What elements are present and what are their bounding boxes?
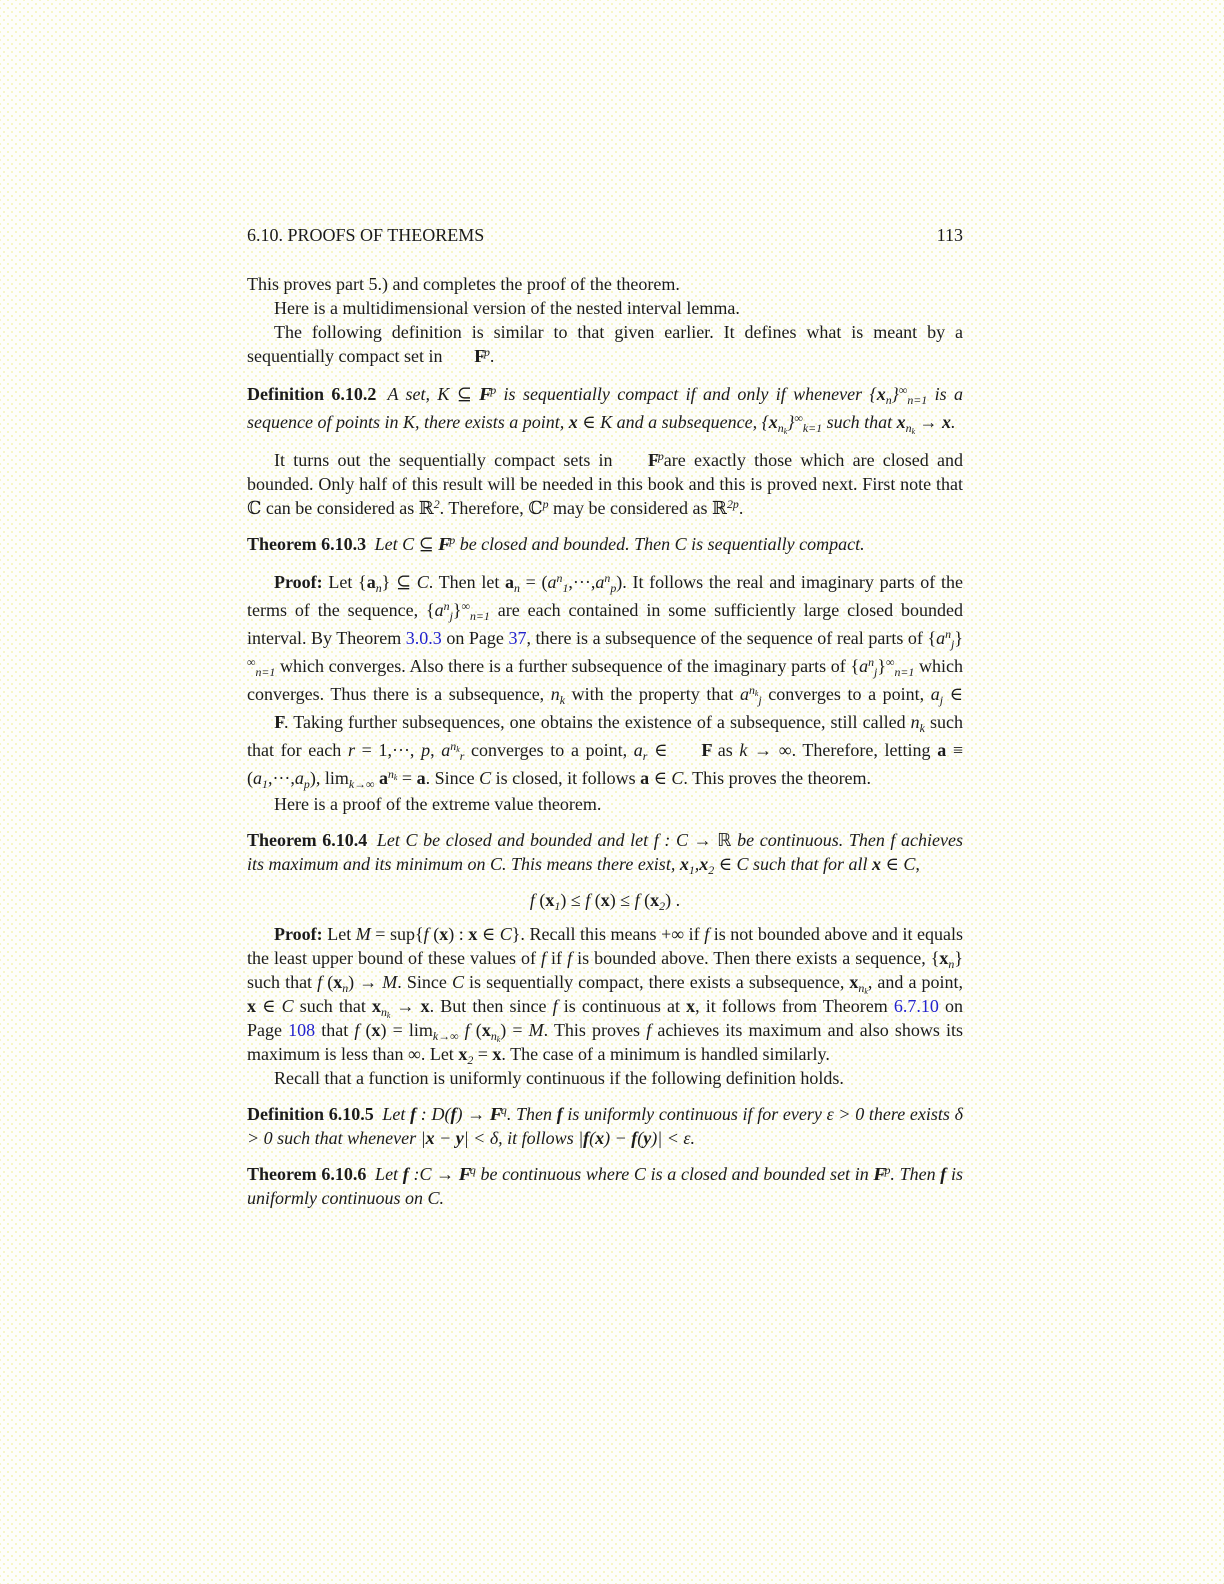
blackboard-F-symbol: F F — [438, 532, 449, 556]
paragraph-extreme-value-intro: Here is a proof of the extreme value theorem. — [274, 794, 602, 814]
blackboard-F-symbol: F F — [459, 1162, 470, 1186]
definition-6-10-2: Definition 6.10.2 A set, K ⊆ F $F^p$ is sequentially compact if and only if whenever $\{x_n\}^\infty_{n=1}$ is a sequence of points in K, there exists a point, x ∈ K and a subsequence, $\{x_{n_k}\}^\infty_{k=1}$ such that $x_{n_k} \to x$. — [247, 380, 963, 436]
cross-reference-link[interactable]: 3.0.3 — [405, 628, 442, 648]
statement-label: Theorem 6.10.4 — [247, 830, 368, 850]
document-body — [247, 272, 963, 1210]
blackboard-F-symbol: F F — [621, 448, 658, 472]
blackboard-F-symbol: F F — [873, 1162, 884, 1186]
paragraph-proof-completion: This proves part 5.) and completes the proof of the theorem. — [247, 274, 680, 294]
statement-label: Theorem 6.10.3 — [247, 534, 367, 554]
section-title: 6.10. PROOFS OF THEOREMS — [247, 225, 485, 245]
cross-reference-link[interactable]: 108 — [288, 1020, 316, 1040]
page-number: 113 — [936, 225, 963, 245]
statement-label: Definition 6.10.5 — [247, 1104, 374, 1124]
blackboard-F-symbol: F F — [247, 708, 284, 736]
blackboard-F-symbol: F F — [674, 736, 711, 764]
paragraph-uniform-continuity-intro: Recall that a function is uniformly continuous if the following definition holds. — [274, 1068, 844, 1088]
theorem-6-10-6: Theorem 6.10.6 Let f :C → F $F^q$ be continuous where C is a closed and bounded set in F $F^p$. Then f is uniformly continuous on C. — [247, 1162, 963, 1210]
cross-reference-link[interactable]: 6.7.10 — [893, 996, 939, 1016]
definition-6-10-5: Definition 6.10.5 Let f : D(f) → F $F^q$. Then f is uniformly continuous if for every ε > 0 there exists δ > 0 such that whenever |x − y| < δ, it follows |f(x) − f(y)| < ε. — [247, 1102, 963, 1150]
statement-label: Theorem 6.10.6 — [247, 1164, 367, 1184]
theorem-6-10-3: Theorem 6.10.3 Let C ⊆ F $F^p$ be closed and bounded. Then C is sequentially compact. — [247, 532, 963, 556]
paragraph-proof-6-10-4: Proof: Let M = sup{f (x) : x ∈ C}. Recall this means +∞ if f is not bounded above and it equals the least upper bound of these values of f if f is bounded above. Then there exists a sequence, $\{x_n\}$ such that f $(x_n) \to M$. Since C is sequentially compact, there exists a subsequence, $x_{n_k}$, and a point, x ∈ C such that $x_{n_k} \to x$. But then since f is continuous at x, it follows from Theorem 6.7.10 on Page 108 that f $(x) = \lim_{k\to\infty} f$ $(x_{n_k}) = M$. This proves f achieves its maximum and also shows its maximum is less than ∞. Let $x_2 = x$. The case of a minimum is handled similarly. — [247, 924, 964, 1067]
equation-extreme-value: f $(x_1) \le f$ (x) ≤ f $(x_2)$ . — [529, 890, 681, 913]
paragraph-nested-interval: Here is a multidimensional version of the nested interval lemma. — [274, 298, 740, 318]
page-header — [247, 223, 963, 247]
paragraph-proof-6-10-3: Proof: Let $\{a_n\}$ ⊆ C. Then let $a_n = (a^n_1,\cdot\cdot\cdot,a^n_p)$. It follows the real and imaginary parts of the terms of the sequence, $\{a^n_j\}^\infty_{n=1}$ are each contained in some sufficiently large closed bounded interval. By Theorem 3.0.3 on Page 37, there is a subsequence of the sequence of real parts of $\{a^n_j\}^\infty_{n=1}$ which converges. Also there is a further subsequence of the imaginary parts of $\{a^n_j\}^\infty_{n=1}$ which converges. Thus there is a subsequence, $n_k$ with the property that $a^{n_k}_j$ converges to a point, $a_j$ ∈ F F. Taking further subsequences, one obtains the existence of a subsequence, still called $n_k$ such that for each r = 1,···, p, $a^{n_k}_r$ converges to a point, $a_r$ ∈ F F as k → ∞. Therefore, letting $a \equiv (a_1,\cdot\cdot\cdot,a_p)$, $\lim_{k\to\infty} a^{n_k} = a$. Since C is closed, it follows a ∈ C. This proves the theorem. — [247, 568, 963, 792]
blackboard-F-symbol: F F — [479, 380, 490, 408]
paragraph-definition-intro: The following definition is similar to that given earlier. It defines what is meant by a sequentially compact set in F $F^p$. — [247, 320, 963, 368]
blackboard-F-symbol: F F — [490, 1102, 501, 1126]
blackboard-F-symbol: F F — [447, 344, 484, 368]
page-content — [247, 223, 963, 1222]
paragraph-compactness-remark: It turns out the sequentially compact sets in F $F^pare$ exactly those which are closed and bounded. Only half of this result will be needed in this book and this is proved next. First note that ℂ can be considered as ℝ$^2$. Therefore, ℂ$^p$ may be considered as ℝ$^{2p}$. — [247, 448, 963, 520]
theorem-6-10-4: Theorem 6.10.4 Let C be closed and bounded and let f : C → ℝ be continuous. Then f achieves its maximum and its minimum on C. This means there exist, $x_1,x_2$ ∈ C such that for all x ∈ C, — [247, 830, 964, 877]
cross-reference-link[interactable]: 37 — [508, 628, 527, 648]
statement-label: Definition 6.10.2 — [247, 384, 377, 404]
